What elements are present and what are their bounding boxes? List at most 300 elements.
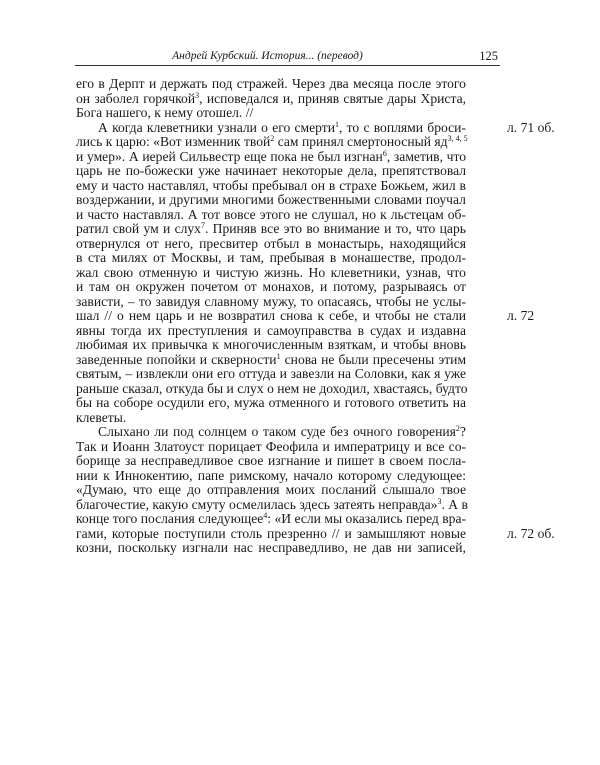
text-word: броси- — [427, 119, 466, 135]
text-word: его, — [208, 395, 230, 410]
text-word: когда — [112, 119, 143, 135]
text-word: все — [260, 221, 280, 236]
text-word: Иоанн — [112, 438, 150, 454]
text-word: что — [132, 482, 153, 497]
text-word: нем — [277, 380, 300, 396]
text-word: но — [362, 206, 377, 222]
text-word: клеветы. — [76, 409, 127, 425]
text-word: говорения — [397, 424, 456, 439]
footnote-marker: 2 — [455, 424, 460, 433]
text-word: горячкой — [143, 90, 196, 106]
text-word: чтобы — [374, 308, 411, 323]
text-line — [76, 280, 466, 295]
text-line — [76, 266, 466, 281]
text-word: со- — [448, 438, 467, 454]
text-word: свое — [238, 453, 264, 468]
text-word: он — [76, 90, 91, 106]
text-word: , — [339, 119, 343, 135]
text-word: поскольку — [117, 540, 177, 555]
text-word: смертоносный — [347, 134, 432, 149]
text-word: держать — [160, 76, 208, 91]
footnote-marker: 2 — [270, 134, 275, 143]
text-word: ни — [397, 540, 412, 555]
text-word: царю: — [115, 134, 150, 149]
text-word: слух — [237, 380, 264, 396]
text-word: затеять — [333, 496, 375, 512]
text-line — [76, 541, 466, 556]
text-line — [76, 454, 466, 469]
text-word: был — [317, 148, 341, 164]
text-word: что — [415, 221, 436, 236]
text-word: жил — [432, 177, 456, 193]
text-word: Соловки, — [354, 366, 408, 381]
text-word: папе — [197, 467, 225, 483]
text-word: А — [187, 206, 198, 222]
text-line — [76, 222, 466, 237]
text-word: Москвы, — [171, 250, 222, 265]
folio-margin-note: л. 71 об. — [507, 119, 555, 135]
text-word: «Вот — [153, 134, 182, 149]
text-word: уже — [198, 163, 221, 178]
text-word: : — [267, 511, 272, 526]
text-word: и — [344, 525, 352, 541]
text-word: чтобы — [212, 177, 248, 193]
text-word: свой — [112, 221, 140, 236]
text-word: исповедался — [206, 90, 279, 106]
text-word: слух — [174, 221, 201, 236]
text-word: отошел. — [196, 105, 243, 120]
text-word: пресечены — [372, 351, 435, 367]
text-word: // — [104, 308, 112, 323]
text-word: любимая — [76, 337, 128, 352]
text-word: новые — [430, 525, 467, 541]
text-word: и — [414, 438, 422, 454]
text-word: этого — [259, 206, 291, 222]
text-word: отменного — [268, 395, 330, 410]
text-line — [76, 396, 466, 411]
text-word: , — [386, 148, 391, 164]
text-word: Но — [308, 264, 326, 280]
text-line — [76, 525, 555, 542]
text-line — [76, 308, 535, 324]
text-word: то, — [395, 221, 412, 236]
text-line — [76, 469, 466, 484]
text-word: мы — [324, 511, 343, 526]
page-number: 125 — [479, 49, 498, 63]
text-word: их — [147, 322, 162, 338]
text-word: и — [148, 76, 157, 91]
text-word: опасаясь, — [317, 293, 372, 309]
text-line — [76, 119, 555, 136]
text-word: что — [446, 264, 466, 280]
text-word: под — [173, 424, 194, 439]
text-word: ли — [154, 424, 169, 439]
text-word: уже — [444, 366, 466, 381]
text-word: нему — [164, 105, 194, 120]
text-word: словами — [374, 192, 423, 207]
text-word: они — [191, 366, 214, 381]
text-word: А — [448, 496, 459, 512]
text-word: от — [152, 250, 166, 265]
text-word: и — [333, 395, 341, 410]
text-line — [76, 338, 466, 353]
text-word: начинает — [225, 163, 278, 178]
text-word: благочестие, — [76, 496, 149, 512]
text-word: от — [453, 279, 466, 294]
text-word: этим — [438, 351, 467, 367]
text-word: записей, — [417, 540, 466, 555]
text-line — [76, 106, 466, 121]
text-word: бы — [207, 380, 224, 396]
text-word: перед — [405, 511, 439, 526]
text-word: в — [305, 235, 312, 251]
text-word: Феофила — [265, 438, 319, 454]
text-line — [76, 92, 466, 107]
text-word: к — [212, 337, 219, 352]
text-word: суде — [300, 424, 326, 439]
text-word: там, — [239, 250, 265, 265]
text-word: // — [331, 525, 340, 541]
text-word: наставлял. — [122, 206, 184, 222]
text-line — [76, 150, 466, 165]
text-word: милях — [111, 250, 148, 265]
text-word: и — [279, 366, 287, 381]
text-line — [76, 237, 466, 252]
text-word: пока — [270, 148, 297, 164]
text-word: дела, — [347, 163, 377, 178]
running-header-title: Андрей Курбский. История... (перевод) — [172, 50, 363, 62]
text-line — [76, 382, 466, 397]
folio-margin-note: л. 72 — [507, 308, 535, 323]
text-word: него, — [164, 235, 194, 251]
text-word: замышляют — [356, 525, 426, 541]
text-word: за — [124, 453, 137, 468]
text-word: Дерпт — [109, 76, 145, 91]
text-line — [76, 135, 466, 150]
text-word: он — [311, 177, 326, 193]
text-word: возвратил — [217, 308, 276, 323]
text-word: сам — [277, 134, 299, 149]
text-word: во — [306, 221, 320, 236]
text-word: твое — [440, 482, 466, 497]
text-word: оттуда — [238, 366, 276, 381]
text-word: о — [117, 308, 124, 323]
text-word: извлекли — [135, 366, 189, 381]
text-word: в — [459, 177, 466, 193]
text-word: месяца — [353, 76, 394, 91]
text-word: вовсе — [224, 206, 256, 222]
text-word: – — [125, 366, 133, 381]
footnote-marker: 4 — [263, 511, 268, 520]
text-word: мужу, — [263, 293, 297, 309]
text-word: поучал — [425, 192, 466, 207]
text-word: очного — [353, 424, 393, 439]
text-word: столь — [230, 525, 263, 541]
text-word: скверности — [211, 351, 277, 367]
text-word: не — [321, 351, 335, 367]
text-word: чтобы — [375, 293, 412, 309]
text-word: то — [300, 293, 314, 309]
text-word: после — [397, 76, 432, 91]
text-word: в — [98, 76, 105, 91]
text-word: под — [211, 76, 233, 91]
text-word: в — [76, 250, 83, 265]
text-word: оказались — [345, 511, 403, 526]
text-word: воплями — [373, 119, 424, 135]
text-word: и — [76, 206, 84, 222]
text-word: // — [245, 105, 254, 120]
text-word: славному — [204, 293, 259, 309]
text-word: и — [362, 308, 370, 323]
text-word: и — [76, 148, 84, 164]
text-word: не — [199, 308, 213, 323]
text-word: то — [138, 293, 152, 309]
text-word: римскому, — [229, 467, 289, 483]
text-word: ста — [87, 250, 107, 265]
text-word: козни, — [76, 540, 113, 555]
text-word: тогда — [111, 322, 142, 338]
text-word: готового — [344, 395, 395, 410]
text-word: в — [329, 250, 337, 265]
text-word: и — [100, 438, 109, 454]
text-word: завезли — [290, 366, 335, 381]
text-word: узнав, — [405, 264, 442, 280]
text-word: Приняв — [212, 221, 257, 236]
text-word: монахов, — [262, 279, 315, 294]
text-word: императрицу — [334, 438, 410, 454]
text-word: не — [300, 148, 314, 164]
text-word: еще — [158, 482, 181, 497]
text-word: несправедливо, — [258, 540, 348, 555]
text-word: иерей — [142, 148, 176, 164]
text-word: в — [328, 177, 336, 193]
text-line — [76, 512, 466, 527]
text-word: тот — [201, 206, 220, 222]
text-word: к — [105, 134, 113, 149]
text-word: все — [425, 438, 445, 454]
text-word: страхе — [339, 177, 377, 193]
text-word: принял — [301, 134, 344, 149]
text-word: находящийся — [389, 235, 466, 251]
text-word: таком — [262, 424, 297, 439]
text-word: борище — [76, 453, 121, 468]
text-line — [76, 411, 466, 426]
text-word: . — [204, 221, 209, 236]
text-word: о — [261, 119, 268, 135]
text-word: несправедливое — [141, 453, 234, 468]
text-word: взяткам, — [327, 337, 377, 352]
text-word: были — [338, 351, 369, 367]
text-word: ему — [76, 177, 98, 193]
text-word: стражей. — [236, 76, 288, 91]
text-word: часто — [112, 177, 144, 193]
footnote-marker: 6 — [382, 148, 387, 158]
text-word: пресвитер — [199, 235, 259, 251]
text-word: в — [378, 453, 385, 468]
text-word: клеветники — [146, 119, 214, 135]
text-word: и — [163, 221, 171, 236]
text-word: смерти — [294, 119, 336, 135]
text-word: и — [322, 438, 330, 454]
text-word: не — [294, 206, 308, 222]
text-word: преступления — [167, 322, 248, 338]
text-line — [76, 193, 466, 208]
text-word: снова — [280, 308, 313, 323]
text-word: почетом — [190, 279, 239, 294]
text-word: порицает — [208, 438, 262, 454]
text-word: к — [154, 105, 161, 120]
text-word: о — [267, 380, 274, 396]
text-word: презренно — [267, 525, 327, 541]
text-word: Сильвестр — [179, 148, 241, 164]
text-word: я — [434, 366, 441, 381]
text-word: привычка — [151, 337, 208, 352]
text-word: чтобы — [392, 337, 429, 352]
text-word: свою — [103, 264, 134, 280]
text-word: осмелилась — [228, 496, 296, 512]
text-line — [76, 425, 466, 440]
text-word: хвастаясь, — [373, 380, 433, 396]
text-word: монастырь, — [317, 235, 384, 251]
text-word: и — [202, 264, 211, 280]
text-line — [76, 483, 466, 498]
running-header — [75, 49, 500, 66]
text-word: которому — [338, 467, 392, 483]
text-word: , — [199, 90, 203, 106]
text-word: бы — [76, 395, 93, 410]
text-word: узнали — [217, 119, 257, 135]
text-line — [76, 498, 466, 513]
text-word: внимание — [323, 221, 380, 236]
text-word: гами, — [76, 525, 107, 541]
text-word: пребывал — [251, 177, 308, 193]
text-word: сказал, — [122, 380, 163, 396]
text-word: стали — [433, 308, 467, 323]
text-word: доходил, — [319, 380, 370, 396]
text-word: приняв — [297, 90, 340, 106]
text-word: и — [319, 279, 328, 294]
text-word: его — [216, 366, 236, 381]
text-word: услы- — [432, 293, 467, 309]
text-word: к — [380, 206, 387, 222]
text-line — [76, 353, 466, 368]
text-word: поступили — [163, 525, 226, 541]
text-word: отправления — [206, 482, 280, 497]
text-word: какую — [152, 496, 189, 512]
text-line — [76, 440, 466, 455]
text-line — [76, 77, 466, 92]
text-word: с — [363, 119, 370, 135]
text-word: «И — [274, 511, 292, 526]
text-word: судах — [370, 322, 402, 338]
text-word: и — [187, 308, 195, 323]
text-word: пребывая — [269, 250, 325, 265]
text-word: Иннокентию, — [115, 467, 193, 483]
text-word: А — [128, 148, 139, 164]
text-word: дав — [372, 540, 392, 555]
text-word: заболел — [94, 90, 139, 106]
text-word: мужа — [233, 395, 265, 410]
text-word: на — [452, 395, 467, 410]
text-word: которые — [111, 525, 159, 541]
text-word: Так — [76, 438, 97, 454]
text-word: до — [187, 482, 201, 497]
text-word: в — [461, 496, 468, 512]
text-line — [76, 208, 466, 223]
text-word: и — [199, 351, 208, 367]
footnote-marker: 1 — [276, 351, 281, 361]
text-word: святым, — [76, 366, 122, 381]
text-line — [76, 367, 466, 382]
text-word: что — [446, 148, 467, 164]
text-word: многими — [222, 192, 274, 207]
text-word: и — [227, 250, 235, 265]
text-word: того — [112, 511, 138, 526]
text-word: раньше — [76, 380, 119, 396]
text-word: изгнание — [268, 453, 321, 468]
text-word: осудили — [157, 395, 205, 410]
text-word: их — [132, 337, 147, 352]
text-word: откуда — [165, 380, 204, 396]
text-word: зависти, — [76, 293, 124, 309]
text-word: смуту — [191, 496, 226, 512]
text-word: слышало — [382, 482, 435, 497]
text-word: шал — [76, 308, 100, 323]
text-word: это — [283, 221, 303, 236]
text-word: и — [324, 453, 333, 468]
text-word: продол- — [420, 250, 467, 265]
text-word: будто — [435, 380, 468, 396]
text-word: не — [107, 163, 121, 178]
body-text — [76, 76, 555, 556]
text-word: А — [98, 119, 108, 135]
text-word: Христа, — [420, 90, 467, 106]
text-word: о — [251, 424, 259, 439]
text-word: отменную — [138, 264, 198, 280]
text-word: его — [272, 119, 291, 135]
text-word: солнцем — [198, 424, 247, 439]
text-word: конце — [76, 511, 110, 526]
text-word: ратил — [76, 221, 109, 236]
text-word: издавна — [420, 322, 467, 338]
text-word: посла- — [428, 453, 466, 468]
text-word: и — [76, 279, 84, 294]
text-word: отбыл — [263, 235, 300, 251]
text-word: моих — [285, 482, 316, 497]
text-word: этого — [435, 76, 466, 91]
text-word: без — [330, 424, 349, 439]
text-word: и — [101, 177, 109, 193]
text-word: и — [380, 337, 389, 352]
text-word: дары — [387, 90, 417, 106]
text-word: нашего, — [105, 105, 151, 120]
text-word: нем — [128, 308, 151, 323]
text-word: «Думаю, — [76, 482, 127, 497]
text-word: многочисленным — [223, 337, 324, 352]
text-word: чистую — [215, 264, 259, 280]
text-word: часто — [87, 206, 119, 222]
text-word: к — [317, 308, 325, 323]
footnote-marker: 3, 4, 5 — [447, 134, 468, 143]
text-word: снова — [284, 351, 318, 367]
text-word: завидуя — [155, 293, 201, 309]
text-word: изменник — [185, 134, 241, 149]
text-word: и — [407, 322, 415, 338]
text-word: следующее: — [397, 467, 466, 483]
text-word: пишет — [336, 453, 374, 468]
text-word: себе, — [329, 308, 358, 323]
text-word: лись — [76, 134, 103, 149]
